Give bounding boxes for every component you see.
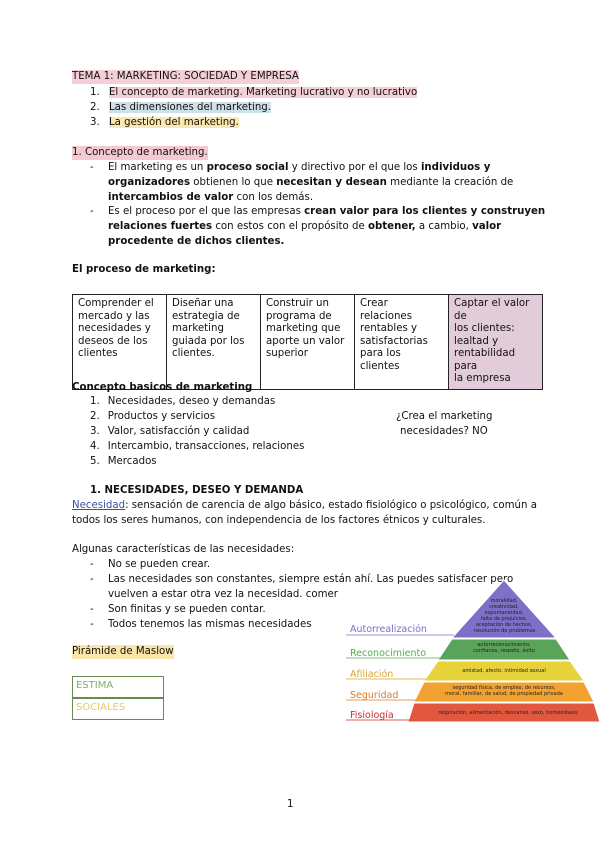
concepts-heading: Concepto basicos de marketing: [72, 382, 253, 393]
section-heading: 1. Concepto de marketing.: [72, 147, 208, 158]
concept-item: 4. Intercambio, transacciones, relaciones: [90, 441, 305, 452]
chars-heading: Algunas características de las necesidades:: [72, 544, 295, 555]
pyramid-label: Seguridad: [350, 690, 399, 701]
pyramid-text-self: moralidad, creatividad, espontaneidad, falta de prejuicios, aceptación de hechos, resolución de problemas: [474, 598, 536, 634]
concept-item: 1. Necesidades, deseo y demandas: [90, 396, 276, 407]
toc-item: 3. La gestión del marketing.: [90, 117, 239, 128]
process-heading: El proceso de marketing:: [72, 264, 216, 275]
pyramid-label: Afiliación: [350, 669, 394, 680]
toc-item: 2. Las dimensiones del marketing.: [90, 102, 271, 113]
needs-definition: Necesidad: sensación de carencia de algo básico, estado fisiológico o psicológico, común a: [72, 500, 537, 511]
process-step-highlighted: Captar el valor de los clientes: lealtad y rentabilidad para la empresa: [449, 295, 543, 390]
legend-estima: ESTIMA: [72, 676, 164, 698]
process-step: Diseñar una estrategia de marketing guiada por los clientes.: [167, 295, 261, 390]
pyramid-text-belonging: amistad, afecto, intimidad sexual: [462, 668, 546, 674]
pyramid-text-physiology: respiración, alimentación, descanso, sexo, homeostasis: [438, 710, 578, 716]
concept-item: 5. Mercados: [90, 456, 157, 467]
side-question: necesidades? NO: [400, 426, 488, 437]
concept-item: 3. Valor, satisfacción y calidad: [90, 426, 250, 437]
process-step: Construir un programa de marketing que aporte un valor superior: [261, 295, 355, 390]
page-number: 1: [287, 799, 294, 810]
process-step: Crear relaciones rentables y satisfactorias para los clientes: [355, 295, 449, 390]
page-title: TEMA 1: MARKETING: SOCIEDAD Y EMPRESA: [72, 71, 299, 82]
toc-item: 1. El concepto de marketing. Marketing lucrativo y no lucrativo: [90, 87, 418, 98]
needs-heading: 1. NECESIDADES, DESEO Y DEMANDA: [90, 485, 304, 496]
maslow-pyramid: [346, 578, 600, 724]
legend-sociales: SOCIALES: [72, 698, 164, 720]
side-question: ¿Crea el marketing: [396, 411, 493, 422]
process-step: Comprender el mercado y las necesidades y deseos de los clientes: [73, 295, 167, 390]
maslow-label: Pirámide de Maslow: [72, 646, 174, 657]
pyramid-text-safety: seguridad física, de empleo, de recursos, moral, familiar, de salud, de propiedad privada: [445, 685, 563, 697]
concept-item: 2. Productos y servicios: [90, 411, 216, 422]
pyramid-label: Reconocimiento: [350, 648, 427, 659]
pyramid-label: Fisiología: [350, 710, 394, 721]
pyramid-label: Autorrealización: [350, 624, 427, 635]
needs-definition-cont: todos los seres humanos, con independencia de los factores étnicos y culturales.: [72, 515, 486, 526]
pyramid-text-esteem: autorreconocimiento, confianza, respeto, éxito: [473, 642, 535, 654]
process-table: [72, 294, 543, 390]
